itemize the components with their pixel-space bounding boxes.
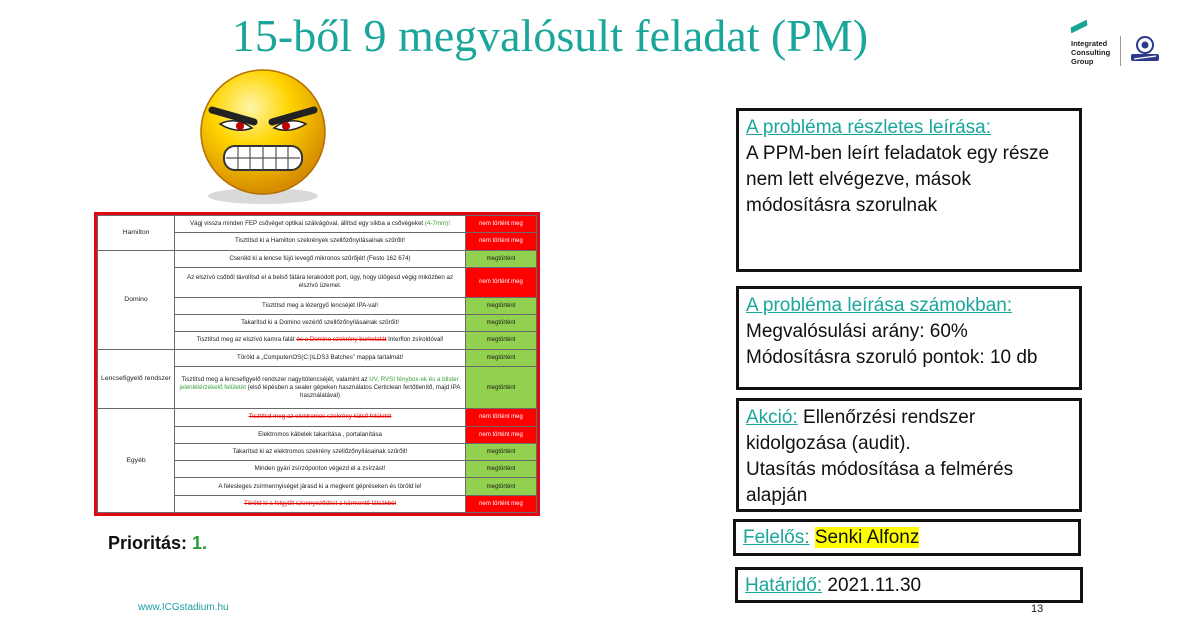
problem-numbers-label: A probléma leírása számokban: — [746, 295, 1013, 316]
task-text-part: A felesleges zsírmennyiséget járasd ki a megkent gépréseken és töröld le! — [218, 482, 422, 490]
owner-box — [733, 519, 1081, 556]
task-group-name: Egyéb — [98, 409, 175, 513]
task-text — [175, 233, 466, 250]
slide-title: 15-ből 9 megvalósult feladat (PM) — [231, 10, 869, 61]
table-row — [98, 250, 537, 267]
task-text — [175, 478, 466, 495]
stadium-logo-icon — [1128, 34, 1162, 68]
task-text-part: Az elszívó csőből távolítsd el a belső fátára lerakódott port, úgy, hogy ütögesd végig miközben az elszívó üzemel. — [186, 274, 454, 290]
task-text-part: Tisztítsd meg a lencsefigyelő rendszer nagyítólencséjét, valamint az — [181, 375, 370, 383]
task-text-part: Töröld a „Computer\OS(C:)\LDS3 Batches” mappa tartalmát! — [236, 353, 404, 361]
deadline-label: Határidő: — [745, 575, 823, 596]
task-table-frame — [94, 212, 540, 516]
task-text-part: UV, RVSI fénybox-ek és a blister jelenlétérzékelő felületét — [179, 375, 459, 391]
owner-label: Felelős: — [743, 527, 810, 548]
priority-label: Prioritás: — [108, 533, 188, 553]
priority-value: 1. — [192, 533, 208, 553]
task-text-part: (első lépésben a sealer gépeken használatos Certiclean fertőtlenítő, majd IPA használatával) — [245, 383, 461, 399]
task-text-part: Tisztítsd meg az elszívó kamra falát — [196, 336, 297, 344]
task-status: megtörtént — [466, 478, 537, 495]
task-status: megtörtént — [466, 250, 537, 267]
task-text — [175, 314, 466, 331]
problem-description-box — [736, 108, 1082, 272]
logo-text: Integrated Consulting Group — [1071, 39, 1111, 66]
task-text-part: Takarítsd ki az elektromos szekrény szellőzőnyílásainak szűrőit! — [232, 447, 408, 455]
task-status: megtörtént — [466, 461, 537, 478]
task-text — [175, 267, 466, 297]
task-text-part: Minden gyári zsírzóponton végezd el a zsírzást! — [254, 465, 386, 473]
task-status: nem történt meg — [466, 426, 537, 443]
task-text — [175, 366, 466, 408]
action-text-2: Utasítás módosítása a felmérés alapján — [746, 459, 1014, 506]
task-status: nem történt meg — [466, 267, 537, 297]
table-row — [98, 349, 537, 366]
task-text — [175, 443, 466, 460]
task-status: megtörtént — [466, 314, 537, 331]
action-text: Ellenőrzési rendszer kidolgozása (audit). — [746, 407, 976, 454]
action-label: Akció: — [746, 407, 798, 428]
owner-value: Senki Alfonz — [814, 527, 920, 548]
task-text-part: Tisztítsd meg az elektromos szekrény külső felületét — [248, 413, 392, 421]
task-text-part: Vágj vissza minden FEP csővéget optikai szálvágóval, állítsd egy síkba a csővégeket — [190, 220, 425, 228]
problem-description-text: A PPM-ben leírt feladatok egy része nem lett elvégezve, mások módosításra szorulnak — [746, 143, 1050, 216]
task-text-part: Interflon zsíroldóval! — [386, 336, 444, 344]
angry-grimace-emoji-icon — [188, 68, 338, 208]
icg-mark-icon — [1071, 20, 1088, 34]
table-row — [98, 216, 537, 233]
task-text-part: Tisztítsd ki a Hamilton szekrények szellőzőnyílásainak szűrőit! — [235, 237, 405, 245]
problem-numbers-box — [736, 286, 1082, 390]
task-text-part: Takarítsd ki a Domino vezérlő szellőzőnyílásainak szűrőit! — [241, 319, 399, 327]
task-table — [97, 215, 537, 513]
task-text-part: (4-7mm)! — [424, 220, 450, 228]
task-status: nem történt meg — [466, 409, 537, 426]
logo-divider — [1120, 36, 1121, 66]
task-text — [175, 349, 466, 366]
task-status: nem történt meg — [466, 233, 537, 250]
task-status: megtörtént — [466, 349, 537, 366]
task-text — [175, 409, 466, 426]
task-status: megtörtént — [466, 366, 537, 408]
action-box — [736, 398, 1082, 512]
task-status: nem történt meg — [466, 495, 537, 512]
task-text-part: Cseréld ki a lencse fújó levegő mikronos szűrőjét! (Festo 162 674) — [229, 254, 411, 262]
task-group-name: Domino — [98, 250, 175, 349]
task-text — [175, 495, 466, 512]
realization-rate: Megvalósulási arány: 60% — [746, 321, 968, 342]
deadline-box — [735, 567, 1083, 603]
company-logo — [1066, 20, 1184, 72]
priority — [108, 533, 207, 554]
task-status: megtörtént — [466, 332, 537, 349]
table-row — [98, 409, 537, 426]
task-text-part: Töröld ki a felgyűlt szennyeződést a kármentő tálcákból — [243, 499, 397, 507]
footer-url[interactable]: www.ICGstadium.hu — [138, 602, 229, 613]
task-text — [175, 250, 466, 267]
task-text-part: és a Domino szekrény burkolatát — [296, 336, 387, 344]
task-text — [175, 216, 466, 233]
task-group-name: Hamilton — [98, 216, 175, 251]
task-text-part: Tisztítsd meg a lézergyű lencséjét IPA-val! — [262, 301, 378, 309]
deadline-value: 2021.11.30 — [827, 575, 922, 596]
task-group-name: Lencsefigyelő rendszer — [98, 349, 175, 409]
problem-description-label: A probléma részletes leírása: — [746, 117, 992, 138]
task-status: nem történt meg — [466, 216, 537, 233]
task-text-part: Elektromos kábelek takarítása , portalanítása — [258, 430, 382, 438]
task-status: megtörtént — [466, 443, 537, 460]
task-text — [175, 426, 466, 443]
task-text — [175, 332, 466, 349]
page-number: 13 — [1031, 603, 1044, 615]
task-text — [175, 461, 466, 478]
task-text — [175, 297, 466, 314]
task-status: megtörtént — [466, 297, 537, 314]
points-to-modify: Módosításra szoruló pontok: 10 db — [746, 347, 1038, 368]
